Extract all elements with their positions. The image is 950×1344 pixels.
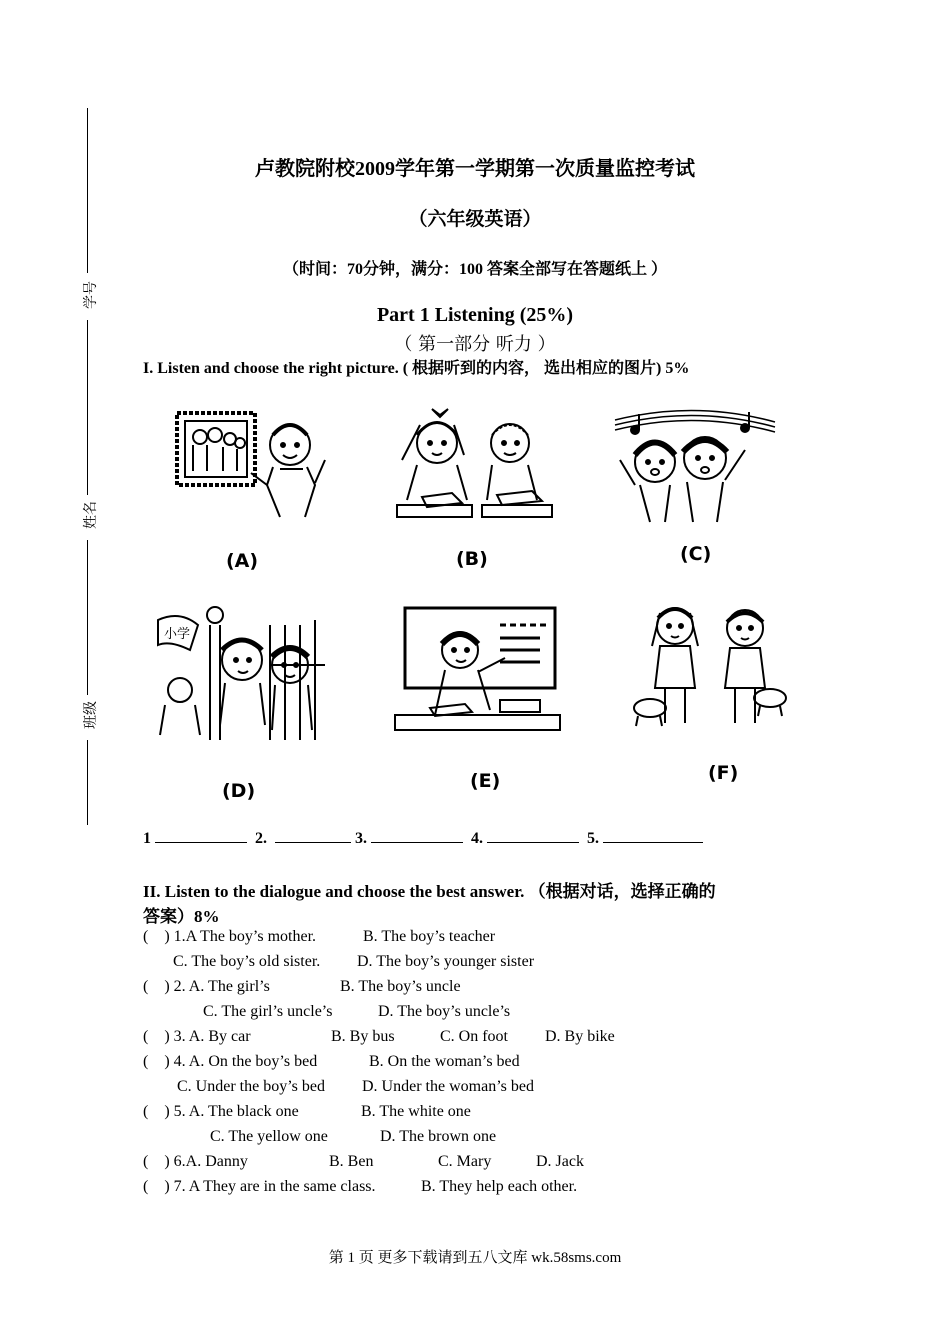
blank-label-1: 1	[143, 830, 151, 847]
picture-c	[605, 400, 785, 525]
caption-b: (B)	[456, 548, 488, 570]
part1-title: Part 1 Listening (25%)	[376, 304, 574, 326]
blank-label-2: 2.	[255, 830, 267, 847]
caption-f: (F)	[708, 762, 739, 784]
caption-c: (C)	[680, 543, 712, 565]
blank-label-4: 4.	[471, 830, 483, 847]
q6-option-d: D. Jack	[536, 1153, 584, 1170]
q2-option-c: C. The girl’s uncle’s	[203, 1003, 333, 1020]
q2-option-a: ( ) 2. A. The girl’s	[143, 978, 270, 995]
margin-line-top	[87, 108, 88, 273]
q4-option-c: C. Under the boy’s bed	[177, 1078, 325, 1095]
margin-line-bottom	[87, 740, 88, 825]
answer-blank-2[interactable]	[275, 828, 351, 843]
q3-option-a: ( ) 3. A. By car	[143, 1028, 251, 1045]
q5-option-c: C. The yellow one	[210, 1128, 328, 1145]
picture-a	[155, 405, 330, 525]
q7-option-a: ( ) 7. A They are in the same class.	[143, 1178, 376, 1195]
caption-a: (A)	[226, 550, 259, 572]
picture-f	[630, 598, 790, 733]
q4-option-d: D. Under the woman’s bed	[362, 1078, 534, 1095]
caption-d: (D)	[222, 780, 256, 802]
q3-option-c: C. On foot	[440, 1028, 508, 1045]
q4-option-a: ( ) 4. A. On the boy’s bed	[143, 1053, 318, 1070]
q1-option-d: D. The boy’s younger sister	[357, 953, 535, 970]
margin-label-name: 姓名	[83, 501, 99, 529]
q2-option-b: B. The boy’s uncle	[340, 978, 461, 995]
q1-option-b: B. The boy’s teacher	[363, 928, 496, 945]
q6-option-c: C. Mary	[438, 1153, 492, 1170]
answer-blank-5[interactable]	[603, 828, 703, 843]
answer-blank-1[interactable]	[155, 828, 247, 843]
answer-blank-4[interactable]	[487, 828, 579, 843]
blank-label-5: 5.	[587, 830, 599, 847]
section2-title-line1: II. Listen to the dialogue and choose the best answer. （根据对话，选择正确的	[143, 882, 716, 901]
q1-option-a: ( ) 1.A The boy’s mother.	[143, 928, 317, 945]
q1-option-c: C. The boy’s old sister.	[173, 953, 321, 970]
section2-title-line2: 答案）8%	[143, 907, 220, 926]
q3-option-d: D. By bike	[545, 1028, 615, 1045]
margin-label-class: 班级	[83, 701, 99, 729]
picture-b	[392, 405, 557, 525]
picture-e	[390, 600, 565, 740]
exam-subtitle: （六年级英语）	[408, 209, 542, 230]
answer-blanks	[143, 828, 703, 848]
blank-label-3: 3.	[355, 830, 367, 847]
answer-blank-3[interactable]	[371, 828, 463, 843]
page-footer: 第 1 页 更多下载请到五八文库 wk.58sms.com	[328, 1250, 622, 1266]
margin-label-student-no: 学号	[83, 281, 99, 309]
q5-option-a: ( ) 5. A. The black one	[143, 1103, 299, 1120]
section1-title: I. Listen and choose the right picture. ( 根据听到的内容， 选出相应的图片) 5%	[143, 360, 690, 377]
q2-option-d: D. The boy’s uncle’s	[378, 1003, 511, 1020]
q4-option-b: B. On the woman’s bed	[369, 1053, 520, 1070]
q3-option-b: B. By bus	[331, 1028, 395, 1045]
exam-info: （时间：70分钟，满分：100 答案全部写在答题纸上 ）	[282, 261, 667, 278]
q6-option-b: B. Ben	[329, 1153, 374, 1170]
q5-option-d: D. The brown one	[380, 1128, 497, 1145]
caption-e: (E)	[470, 770, 501, 792]
q5-option-b: B. The white one	[361, 1103, 471, 1120]
exam-title: 卢教院附校2009学年第一学期第一次质量监控考试	[255, 158, 695, 180]
picture-d	[150, 605, 330, 745]
part1-subtitle: （ 第一部分 听力 ）	[394, 334, 556, 355]
margin-line-middle-2	[87, 540, 88, 695]
picture-d-sign: 小学	[164, 627, 191, 642]
q6-option-a: ( ) 6.A. Danny	[143, 1153, 248, 1170]
q7-option-b: B. They help each other.	[421, 1178, 578, 1195]
